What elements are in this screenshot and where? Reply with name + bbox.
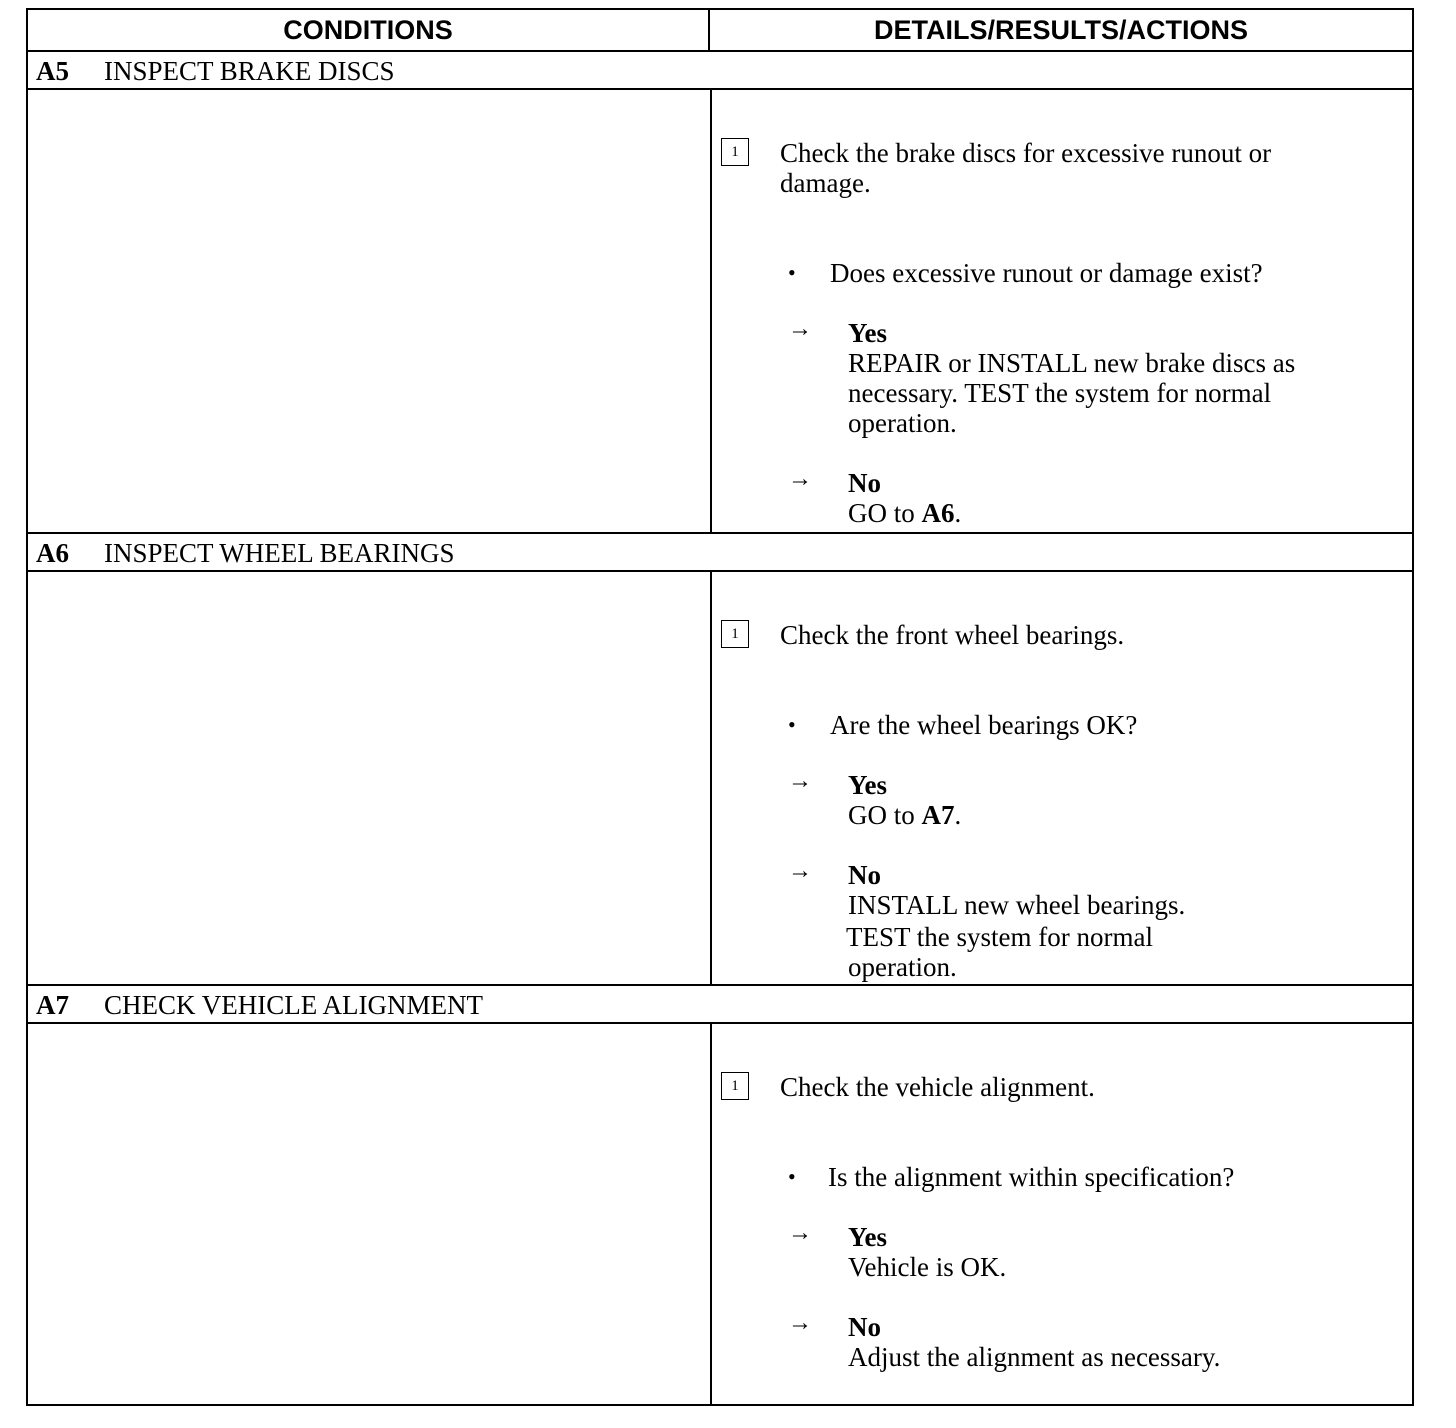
column-divider — [710, 90, 712, 534]
yes-label: Yes — [848, 770, 887, 800]
step-number-box: 1 — [721, 138, 749, 166]
yes-action: necessary. TEST the system for normal — [848, 378, 1272, 408]
diagnostic-table — [26, 8, 1414, 1406]
step-title-a5 — [28, 50, 1412, 90]
arrow-right-icon: → — [788, 1220, 812, 1246]
step-body-a7 — [28, 1024, 1412, 1404]
step-title-text: INSPECT BRAKE DISCS — [104, 56, 395, 86]
yes-label: Yes — [848, 318, 887, 348]
step-title-text: CHECK VEHICLE ALIGNMENT — [104, 990, 483, 1020]
no-action: Adjust the alignment as necessary. — [848, 1342, 1221, 1372]
step-code: A5 — [36, 56, 69, 86]
header-details: DETAILS/RESULTS/ACTIONS — [873, 15, 1248, 45]
step-body-a5 — [28, 90, 1412, 534]
no-label: No — [848, 1312, 881, 1342]
instruction-text: Check the brake discs for excessive runout or — [780, 138, 1272, 168]
step-body-a6 — [28, 572, 1412, 986]
column-divider — [710, 572, 712, 986]
no-action: TEST the system for normal — [846, 922, 1153, 952]
column-divider — [710, 1024, 712, 1404]
step-title-a7 — [28, 984, 1412, 1024]
instruction-text: Check the front wheel bearings. — [780, 620, 1125, 650]
arrow-right-icon: → — [788, 768, 812, 794]
no-action: INSTALL new wheel bearings. — [848, 890, 1186, 920]
step-title-a6 — [28, 532, 1412, 572]
arrow-right-icon: → — [788, 316, 812, 342]
step-number-box: 1 — [721, 1072, 749, 1100]
arrow-right-icon: → — [788, 1310, 812, 1336]
yes-action: operation. — [848, 408, 957, 438]
step-number-box: 1 — [721, 620, 749, 648]
step-reference: A7 — [921, 800, 955, 830]
question-text: Does excessive runout or damage exist? — [830, 258, 1263, 288]
header-conditions: CONDITIONS — [28, 10, 710, 52]
yes-label: Yes — [848, 1222, 887, 1252]
instruction-text: damage. — [780, 168, 871, 198]
yes-action: Vehicle is OK. — [848, 1252, 1007, 1282]
instruction-text: Check the vehicle alignment. — [780, 1072, 1095, 1102]
bullet-icon: • — [788, 712, 796, 737]
arrow-right-icon: → — [788, 858, 812, 884]
no-action: GO to A6. — [848, 498, 962, 528]
no-action: operation. — [848, 952, 957, 982]
step-code: A7 — [36, 990, 69, 1020]
no-label: No — [848, 860, 881, 890]
bullet-icon: • — [788, 1164, 796, 1189]
arrow-right-icon: → — [788, 466, 812, 492]
question-text: Are the wheel bearings OK? — [830, 710, 1138, 740]
step-code: A6 — [36, 538, 69, 568]
step-title-text: INSPECT WHEEL BEARINGS — [104, 538, 455, 568]
question-text: Is the alignment within specification? — [828, 1162, 1235, 1192]
bullet-icon: • — [788, 260, 796, 285]
yes-action: REPAIR or INSTALL new brake discs as — [848, 348, 1296, 378]
step-reference: A6 — [921, 498, 955, 528]
no-label: No — [848, 468, 881, 498]
yes-action: GO to A7. — [848, 800, 962, 830]
